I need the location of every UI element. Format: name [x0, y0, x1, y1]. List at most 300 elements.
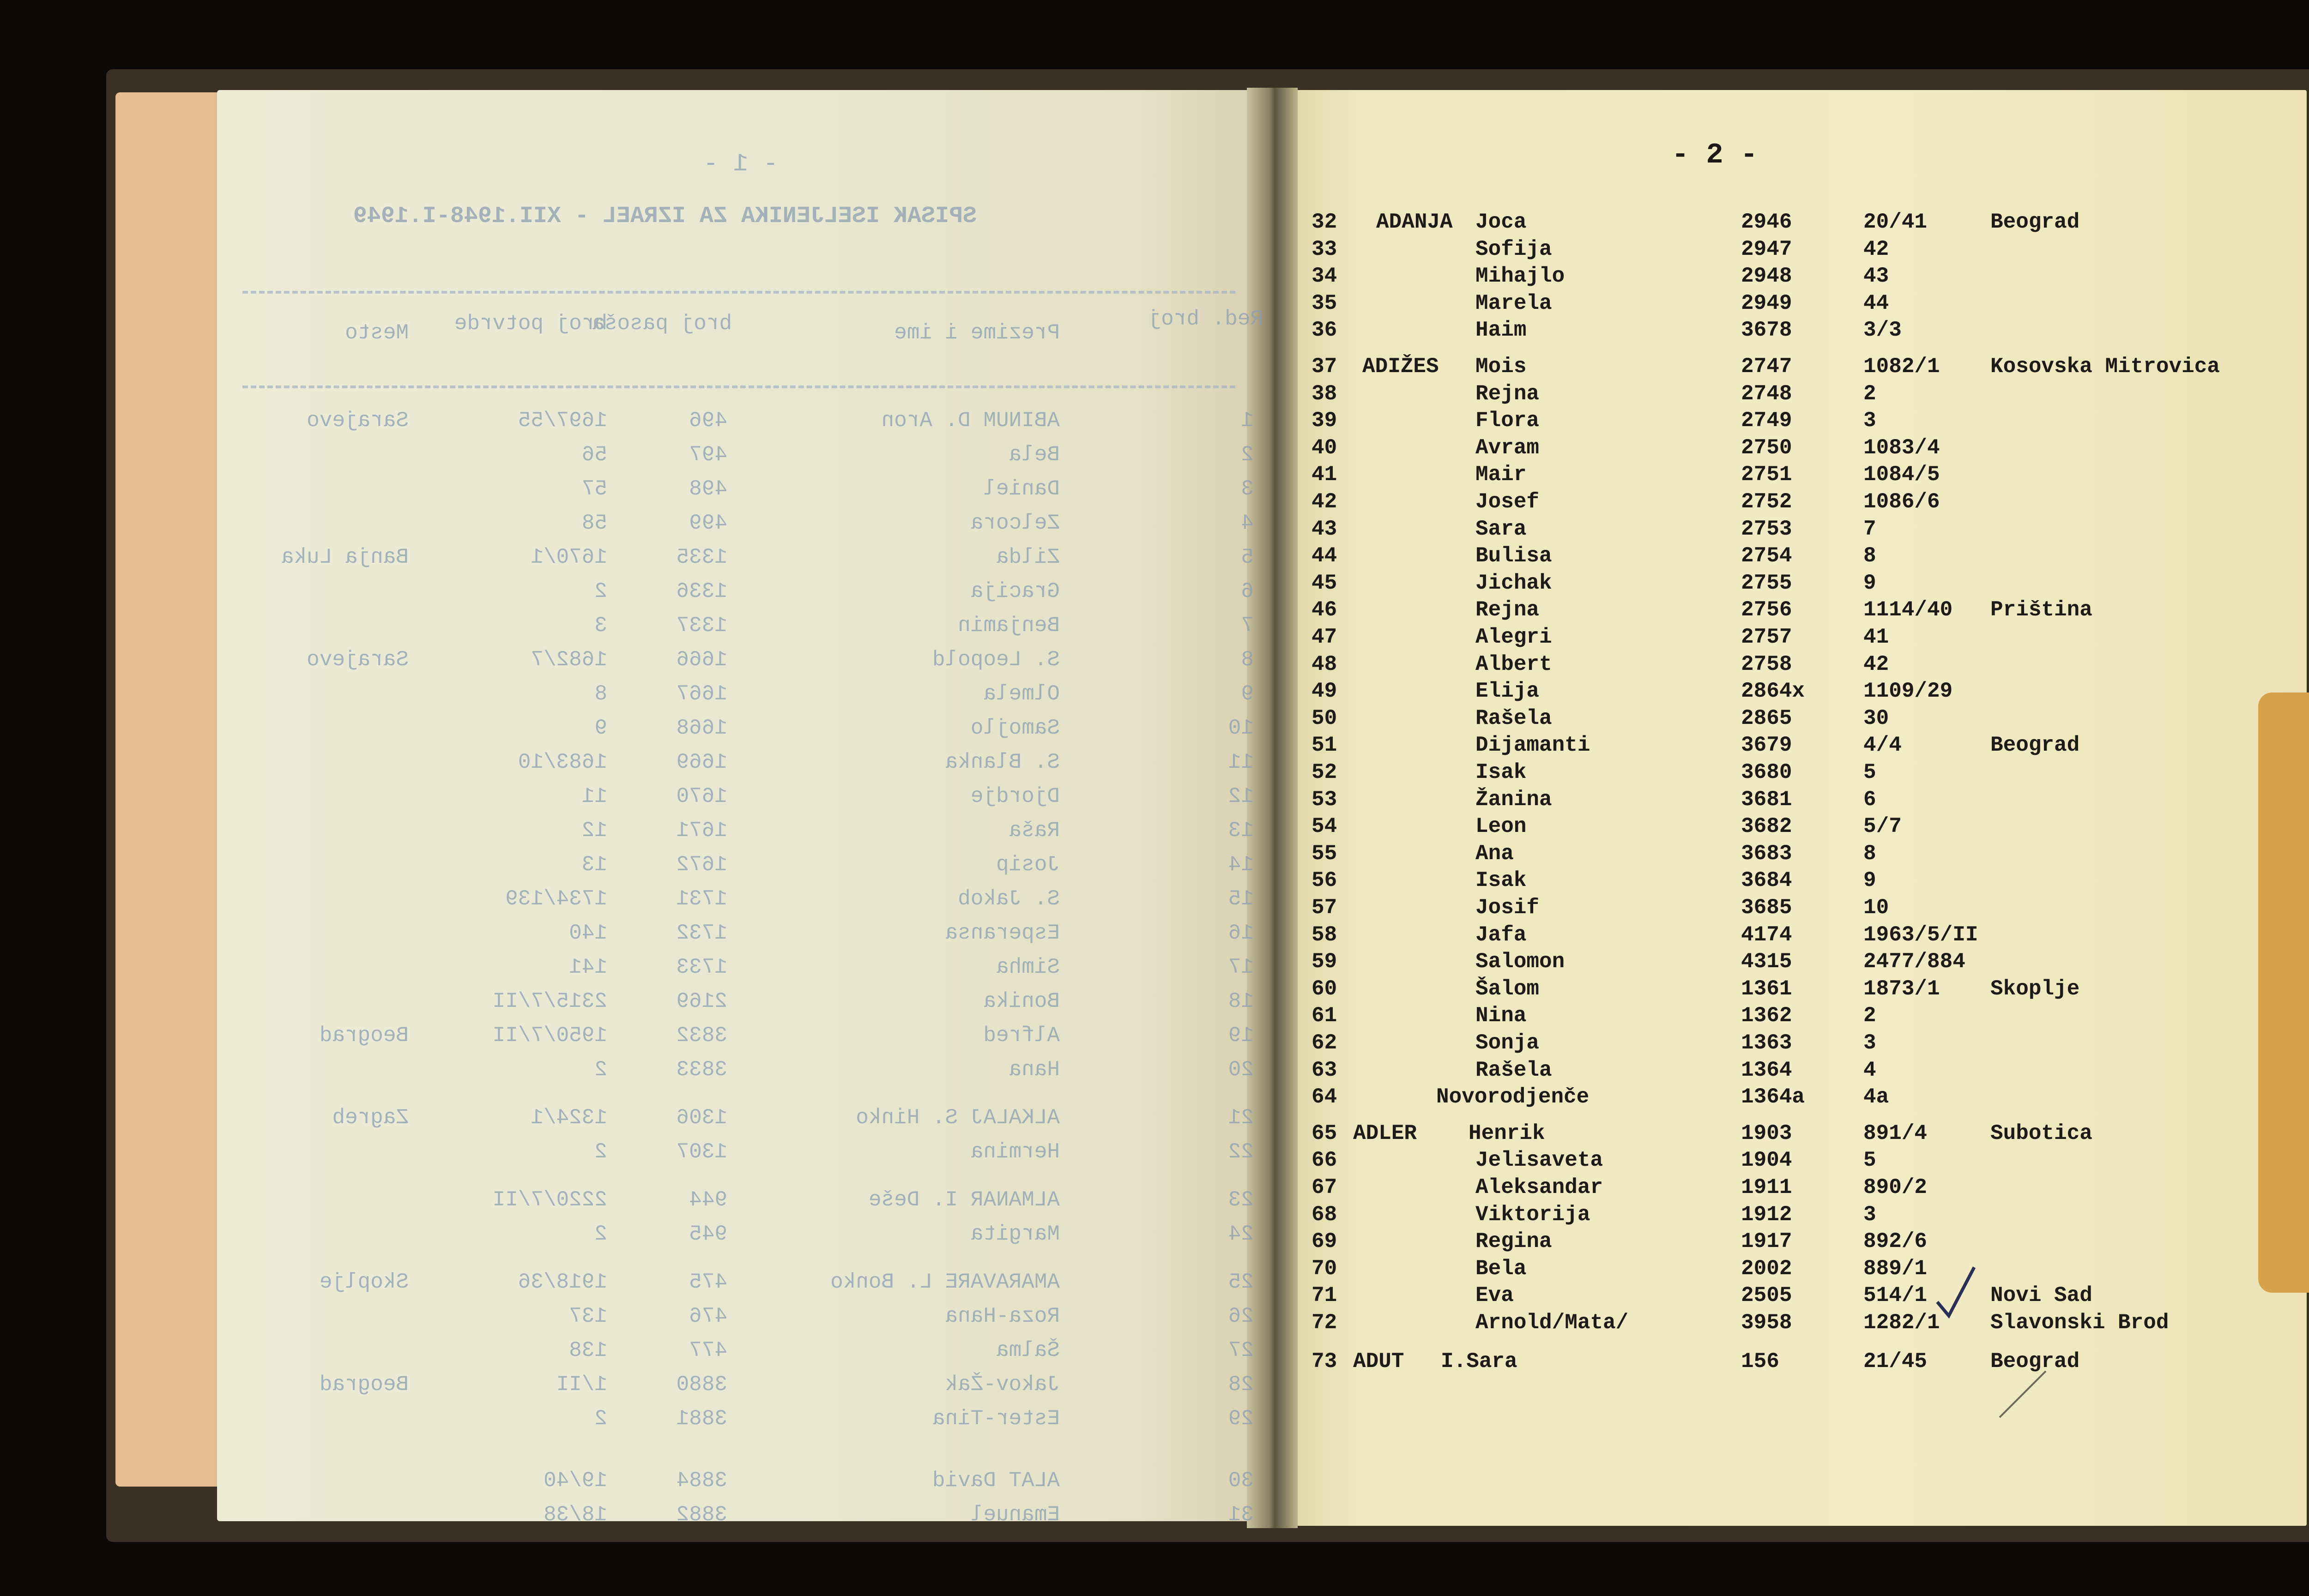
row-certificate-number: 4315 — [1741, 950, 1792, 974]
row-given-name: Bulisa — [1475, 544, 1552, 568]
row-certificate-number: 1911 — [1741, 1175, 1792, 1199]
row-number: 58 — [1312, 922, 1337, 947]
ghost-row-name: Esperansa — [945, 921, 1060, 945]
row-passport-number: 5 — [1863, 1148, 1876, 1173]
ghost-row-certificate: 13 — [581, 853, 607, 877]
ghost-row-certificate: 2 — [594, 1058, 607, 1082]
row-passport-number: 891/4 — [1863, 1121, 1928, 1145]
ghost-row-passport: 499 — [689, 511, 727, 535]
row-number: 56 — [1312, 868, 1337, 893]
row-certificate-number: 2758 — [1741, 652, 1792, 676]
ghost-header-name: Prezime i ime — [894, 321, 1060, 345]
ghost-row-name: Djordje — [970, 784, 1060, 808]
ghost-row-certificate: 18/38 — [543, 1503, 607, 1527]
ghost-row-number: 1 — [1241, 409, 1254, 433]
ghost-row-number: 31 — [1228, 1503, 1254, 1527]
ghost-row-passport: 1666 — [676, 648, 727, 672]
row-passport-number: 9 — [1863, 868, 1876, 893]
row-certificate-number: 2949 — [1741, 291, 1792, 315]
row-passport-number: 1963/5/II — [1863, 922, 1978, 947]
ghost-row-name: Samojlo — [970, 716, 1060, 740]
row-certificate-number: 2755 — [1741, 571, 1792, 595]
row-passport-number: 5/7 — [1863, 814, 1902, 839]
row-certificate-number: 3680 — [1741, 760, 1792, 784]
torn-page-edge — [2258, 693, 2309, 1293]
row-certificate-number: 3684 — [1741, 868, 1792, 893]
row-number: 60 — [1312, 976, 1337, 1001]
ghost-row-name: AMARAVARE L. Bonko — [830, 1270, 1060, 1294]
ghost-row-certificate: 11 — [581, 784, 607, 808]
ghost-row-name: Alfred — [983, 1024, 1060, 1048]
row-passport-number: 3 — [1863, 1031, 1876, 1055]
row-certificate-number: 1903 — [1741, 1121, 1792, 1145]
left-page-title: SPISAK ISELJENIKA ZA IZRAEL - XII.1948-I.1949 — [353, 203, 977, 229]
row-number: 43 — [1312, 517, 1337, 541]
ghost-row-certificate: 141 — [569, 955, 607, 979]
row-number: 62 — [1312, 1031, 1337, 1055]
ghost-row-certificate: 1697/55 — [518, 409, 607, 433]
row-surname: ADIŽES — [1362, 355, 1439, 379]
ghost-row-certificate: 1918/36 — [518, 1270, 607, 1294]
row-number: 39 — [1312, 409, 1337, 433]
ghost-row-passport: 3882 — [676, 1503, 727, 1527]
row-surname: ADLER — [1353, 1121, 1417, 1145]
row-given-name: Sofija — [1475, 237, 1552, 261]
row-place: Skoplje — [1990, 976, 2080, 1001]
ghost-row-certificate: 2 — [594, 1407, 607, 1431]
ghost-row-place: Beograd — [319, 1373, 409, 1397]
row-passport-number: 41 — [1863, 625, 1889, 649]
row-certificate-number: 2750 — [1741, 435, 1792, 460]
row-number: 72 — [1312, 1311, 1337, 1335]
row-certificate-number: 2865 — [1741, 706, 1792, 730]
ghost-row-number: 29 — [1228, 1407, 1254, 1431]
ghost-row-name: Raša — [1009, 819, 1060, 843]
row-passport-number: 890/2 — [1863, 1175, 1928, 1199]
row-number: 41 — [1312, 463, 1337, 487]
row-place: Subotica — [1990, 1121, 2092, 1145]
ghost-row-certificate: 9 — [594, 716, 607, 740]
row-given-name: Sonja — [1475, 1031, 1540, 1055]
ghost-row-certificate: 2 — [594, 1140, 607, 1164]
row-passport-number: 1282/1 — [1863, 1311, 1940, 1335]
row-passport-number: 1086/6 — [1863, 490, 1940, 514]
row-passport-number: 892/6 — [1863, 1229, 1928, 1254]
ghost-row-number: 23 — [1228, 1188, 1254, 1212]
row-certificate-number: 3681 — [1741, 787, 1792, 812]
ghost-row-name: Hermina — [970, 1140, 1060, 1164]
row-number: 47 — [1312, 625, 1337, 649]
row-surname: ADUT — [1353, 1349, 1404, 1373]
header-rule-top — [242, 291, 1235, 294]
row-passport-number: 8 — [1863, 544, 1876, 568]
row-given-name: Viktorija — [1475, 1202, 1590, 1227]
row-number: 46 — [1312, 598, 1337, 622]
row-place: Beograd — [1990, 1349, 2080, 1373]
ghost-row-certificate: 1670/1 — [531, 545, 607, 569]
row-certificate-number: 2948 — [1741, 264, 1792, 289]
ghost-row-passport: 1335 — [676, 545, 727, 569]
row-number: 66 — [1312, 1148, 1337, 1173]
ghost-row-number: 13 — [1228, 819, 1254, 843]
row-passport-number: 1083/4 — [1863, 435, 1940, 460]
ghost-row-name: Zelcora — [970, 511, 1060, 535]
ghost-row-name: S. Leopold — [932, 648, 1060, 672]
ghost-row-passport: 3881 — [676, 1407, 727, 1431]
row-number: 65 — [1312, 1121, 1337, 1145]
row-certificate-number: 2864x — [1741, 679, 1805, 704]
row-number: 64 — [1312, 1085, 1337, 1109]
ghost-row-number: 19 — [1228, 1024, 1254, 1048]
row-number: 37 — [1312, 355, 1337, 379]
row-number: 42 — [1312, 490, 1337, 514]
ghost-row-certificate: 57 — [581, 477, 607, 501]
ghost-row-passport: 3832 — [676, 1024, 727, 1048]
row-given-name: Nina — [1475, 1004, 1527, 1028]
ghost-row-name: Šalma — [996, 1338, 1060, 1362]
row-certificate-number: 1364 — [1741, 1058, 1792, 1082]
ghost-row-number: 24 — [1228, 1222, 1254, 1246]
ghost-row-number: 12 — [1228, 784, 1254, 808]
row-certificate-number: 1917 — [1741, 1229, 1792, 1254]
ghost-row-number: 25 — [1228, 1270, 1254, 1294]
ghost-row-number: 10 — [1228, 716, 1254, 740]
row-passport-number: 1109/29 — [1863, 679, 1953, 704]
row-passport-number: 9 — [1863, 571, 1876, 595]
ghost-row-name: Emanuel — [970, 1503, 1060, 1527]
row-given-name: Josif — [1475, 896, 1540, 920]
ghost-row-name: Margita — [970, 1222, 1060, 1246]
ghost-row-name: ALKALAJ S. Hinko — [856, 1106, 1060, 1130]
ghost-row-passport: 1671 — [676, 819, 727, 843]
ghost-row-name: ALMANAR I. Deše — [868, 1188, 1060, 1212]
ghost-row-number: 11 — [1228, 750, 1254, 774]
left-page-bleed-through — [217, 90, 1263, 1527]
row-certificate-number: 2947 — [1741, 237, 1792, 261]
ghost-row-certificate: 138 — [569, 1338, 607, 1362]
pencil-stroke-icon — [1995, 1367, 2050, 1422]
row-passport-number: 42 — [1863, 652, 1889, 676]
ghost-row-passport: 1731 — [676, 887, 727, 911]
row-given-name: Arnold/Mata/ — [1475, 1311, 1629, 1335]
ghost-row-certificate: 56 — [581, 443, 607, 467]
row-place: Beograd — [1990, 733, 2080, 758]
row-given-name: Joca — [1475, 210, 1527, 234]
row-given-name: Šalom — [1475, 976, 1540, 1001]
ghost-row-name: ALAT David — [932, 1469, 1060, 1493]
row-number: 40 — [1312, 435, 1337, 460]
row-certificate-number: 2756 — [1741, 598, 1792, 622]
ghost-row-certificate: 2315/7/II — [492, 989, 607, 1013]
row-given-name: Albert — [1475, 652, 1552, 676]
ghost-row-number: 2 — [1241, 443, 1254, 467]
ghost-row-passport: 3880 — [676, 1373, 727, 1397]
ghost-row-passport: 496 — [689, 409, 727, 433]
row-given-name: Žanina — [1475, 787, 1552, 812]
ghost-row-number: 4 — [1241, 511, 1254, 535]
ghost-row-passport: 944 — [689, 1188, 727, 1212]
ghost-row-number: 22 — [1228, 1140, 1254, 1164]
row-certificate-number: 3678 — [1741, 318, 1792, 343]
ghost-row-number: 8 — [1241, 648, 1254, 672]
row-given-name: Elija — [1475, 679, 1540, 704]
ghost-row-certificate: 140 — [569, 921, 607, 945]
row-given-name: Rejna — [1475, 381, 1540, 406]
row-passport-number: 44 — [1863, 291, 1889, 315]
row-number: 73 — [1312, 1349, 1337, 1373]
row-given-name: Flora — [1475, 409, 1540, 433]
row-place: Slavonski Brod — [1990, 1311, 2169, 1335]
ghost-row-name: Simha — [996, 955, 1060, 979]
row-given-name: Aleksandar — [1475, 1175, 1603, 1199]
ghost-row-name: Zilda — [996, 545, 1060, 569]
ghost-row-name: Benjamin — [958, 614, 1060, 638]
row-number: 69 — [1312, 1229, 1337, 1254]
ghost-row-certificate: 1682/7 — [531, 648, 607, 672]
ghost-row-certificate: 2 — [594, 579, 607, 603]
ghost-row-passport: 945 — [689, 1222, 727, 1246]
ghost-row-place: Sarajevo — [307, 409, 409, 433]
right-page-number: - 2 - — [1672, 139, 1758, 171]
row-given-name: Isak — [1475, 760, 1527, 784]
row-passport-number: 4a — [1863, 1085, 1889, 1109]
row-certificate-number: 2505 — [1741, 1283, 1792, 1308]
ghost-row-certificate: 1950/7/II — [492, 1024, 607, 1048]
row-certificate-number: 2749 — [1741, 409, 1792, 433]
row-given-name: Dijamanti — [1475, 733, 1590, 758]
row-number: 36 — [1312, 318, 1337, 343]
ghost-row-certificate: 12 — [581, 819, 607, 843]
row-number: 52 — [1312, 760, 1337, 784]
row-number: 48 — [1312, 652, 1337, 676]
ghost-row-passport: 3884 — [676, 1469, 727, 1493]
ghost-row-number: 28 — [1228, 1373, 1254, 1397]
ghost-row-number: 9 — [1241, 682, 1254, 706]
ghost-row-certificate: 3 — [594, 614, 607, 638]
ghost-row-passport: 476 — [689, 1304, 727, 1328]
row-passport-number: 2 — [1863, 1004, 1876, 1028]
row-given-name: Isak — [1475, 868, 1527, 893]
row-number: 71 — [1312, 1283, 1337, 1308]
ghost-row-place: Zagreb — [332, 1106, 409, 1130]
ghost-row-number: 6 — [1241, 579, 1254, 603]
row-certificate-number: 2002 — [1741, 1256, 1792, 1281]
row-number: 57 — [1312, 896, 1337, 920]
row-certificate-number: 2754 — [1741, 544, 1792, 568]
row-certificate-number: 1364a — [1741, 1085, 1805, 1109]
row-number: 54 — [1312, 814, 1337, 839]
row-number: 50 — [1312, 706, 1337, 730]
row-given-name: Bela — [1475, 1256, 1527, 1281]
ghost-row-number: 21 — [1228, 1106, 1254, 1130]
row-certificate-number: 2753 — [1741, 517, 1792, 541]
ghost-row-number: 16 — [1228, 921, 1254, 945]
row-certificate-number: 4174 — [1741, 922, 1792, 947]
row-number: 59 — [1312, 950, 1337, 974]
ghost-row-place: Banja Luka — [281, 545, 409, 569]
row-given-name: Haim — [1475, 318, 1527, 343]
row-number: 67 — [1312, 1175, 1337, 1199]
row-number: 61 — [1312, 1004, 1337, 1028]
ghost-row-name: Josip — [996, 853, 1060, 877]
row-certificate-number: 3685 — [1741, 896, 1792, 920]
ghost-row-name: Ester-Tina — [932, 1407, 1060, 1431]
ghost-row-passport: 477 — [689, 1338, 727, 1362]
row-given-name: Mair — [1475, 463, 1527, 487]
row-certificate-number: 1912 — [1741, 1202, 1792, 1227]
ghost-row-passport: 1668 — [676, 716, 727, 740]
row-given-name: Rejna — [1475, 598, 1540, 622]
row-place: Beograd — [1990, 210, 2080, 234]
ghost-row-certificate: 137 — [569, 1304, 607, 1328]
row-given-name: Henrik — [1469, 1121, 1545, 1145]
row-passport-number: 514/1 — [1863, 1283, 1928, 1308]
row-place: Kosovska Mitrovica — [1990, 355, 2220, 379]
ghost-row-passport: 498 — [689, 477, 727, 501]
row-number: 55 — [1312, 841, 1337, 866]
row-place: Priština — [1990, 598, 2092, 622]
ghost-row-name: Bela — [1009, 443, 1060, 467]
row-passport-number: 2 — [1863, 381, 1876, 406]
ghost-row-number: 17 — [1228, 955, 1254, 979]
row-given-name: Josef — [1475, 490, 1540, 514]
ghost-row-certificate: 2 — [594, 1222, 607, 1246]
ghost-row-number: 30 — [1228, 1469, 1254, 1493]
row-number: 35 — [1312, 291, 1337, 315]
row-certificate-number: 3682 — [1741, 814, 1792, 839]
row-given-name: Avram — [1475, 435, 1540, 460]
ghost-row-certificate: 19/40 — [543, 1469, 607, 1493]
ghost-row-passport: 1336 — [676, 579, 727, 603]
ghost-header-place: Mesto — [345, 321, 409, 345]
ghost-row-number: 15 — [1228, 887, 1254, 911]
row-given-name: Sara — [1475, 517, 1527, 541]
row-passport-number: 4 — [1863, 1058, 1876, 1082]
row-number: 51 — [1312, 733, 1337, 758]
left-page-number: - 1 - — [703, 150, 778, 178]
ghost-row-place: Sarajevo — [307, 648, 409, 672]
row-number: 68 — [1312, 1202, 1337, 1227]
ghost-row-number: 3 — [1241, 477, 1254, 501]
row-certificate-number: 3679 — [1741, 733, 1792, 758]
row-given-name: Eva — [1475, 1283, 1514, 1308]
row-passport-number: 889/1 — [1863, 1256, 1928, 1281]
ghost-row-passport: 2169 — [676, 989, 727, 1013]
row-passport-number: 30 — [1863, 706, 1889, 730]
ghost-row-passport: 1732 — [676, 921, 727, 945]
row-given-name: I.Sara — [1441, 1349, 1517, 1373]
row-passport-number: 1873/1 — [1863, 976, 1940, 1001]
row-certificate-number: 1361 — [1741, 976, 1792, 1001]
ghost-row-name: S. Blanka — [945, 750, 1060, 774]
row-certificate-number: 2752 — [1741, 490, 1792, 514]
row-number: 45 — [1312, 571, 1337, 595]
row-given-name: Rašela — [1475, 1058, 1552, 1082]
row-surname: ADANJA — [1376, 210, 1453, 234]
row-given-name: Regina — [1475, 1229, 1552, 1254]
header-rule-bottom — [242, 385, 1235, 388]
row-certificate-number: 1904 — [1741, 1148, 1792, 1173]
row-number: 34 — [1312, 264, 1337, 289]
ghost-row-certificate: 2220/7/II — [492, 1188, 607, 1212]
ghost-row-passport: 1667 — [676, 682, 727, 706]
ghost-row-name: S. Jakob — [958, 887, 1060, 911]
ghost-row-name: Olmela — [983, 682, 1060, 706]
row-given-name: Rašela — [1475, 706, 1552, 730]
row-number: 44 — [1312, 544, 1337, 568]
ghost-row-certificate: 1683/10 — [518, 750, 607, 774]
row-number: 32 — [1312, 210, 1337, 234]
row-certificate-number: 2757 — [1741, 625, 1792, 649]
ghost-header-cert: broj potvrde — [454, 312, 607, 336]
row-certificate-number: 156 — [1741, 1349, 1779, 1373]
row-certificate-number: 1363 — [1741, 1031, 1792, 1055]
checkmark-icon — [1935, 1265, 1977, 1320]
row-passport-number: 1082/1 — [1863, 355, 1940, 379]
row-passport-number: 2477/884 — [1863, 950, 1965, 974]
ghost-row-passport: 497 — [689, 443, 727, 467]
ghost-row-passport: 1733 — [676, 955, 727, 979]
ghost-row-number: 14 — [1228, 853, 1254, 877]
ghost-row-name: Bonika — [983, 989, 1060, 1013]
ghost-row-place: Skoplje — [319, 1270, 409, 1294]
ghost-row-number: 27 — [1228, 1338, 1254, 1362]
row-passport-number: 8 — [1863, 841, 1876, 866]
ghost-row-number: 26 — [1228, 1304, 1254, 1328]
ghost-row-name: Daniel — [983, 477, 1060, 501]
ghost-row-passport: 1670 — [676, 784, 727, 808]
row-certificate-number: 2946 — [1741, 210, 1792, 234]
row-passport-number: 21/45 — [1863, 1349, 1928, 1373]
ghost-row-name: Gracija — [970, 579, 1060, 603]
row-number: 70 — [1312, 1256, 1337, 1281]
row-given-name: Marela — [1475, 291, 1552, 315]
row-given-name: Salomon — [1475, 950, 1565, 974]
row-certificate-number: 3683 — [1741, 841, 1792, 866]
row-passport-number: 43 — [1863, 264, 1889, 289]
ghost-row-passport: 1306 — [676, 1106, 727, 1130]
ghost-row-passport: 3833 — [676, 1058, 727, 1082]
row-given-name: Jafa — [1475, 922, 1527, 947]
row-given-name: Ana — [1475, 841, 1514, 866]
row-passport-number: 3 — [1863, 1202, 1876, 1227]
row-passport-number: 7 — [1863, 517, 1876, 541]
row-number: 38 — [1312, 381, 1337, 406]
row-passport-number: 3/3 — [1863, 318, 1902, 343]
row-given-name: Jichak — [1475, 571, 1552, 595]
ghost-row-certificate: 8 — [594, 682, 607, 706]
ghost-row-passport: 1307 — [676, 1140, 727, 1164]
row-number: 33 — [1312, 237, 1337, 261]
row-given-name: Novorodjenče — [1436, 1085, 1590, 1109]
row-given-name: Alegri — [1475, 625, 1552, 649]
ghost-row-passport: 1672 — [676, 853, 727, 877]
row-certificate-number: 1362 — [1741, 1004, 1792, 1028]
ghost-row-certificate: 58 — [581, 511, 607, 535]
row-certificate-number: 2748 — [1741, 381, 1792, 406]
ghost-row-name: Hana — [1009, 1058, 1060, 1082]
ghost-header-n: Red. broj — [1148, 307, 1263, 331]
ghost-row-number: 20 — [1228, 1058, 1254, 1082]
row-certificate-number: 3958 — [1741, 1311, 1792, 1335]
row-passport-number: 4/4 — [1863, 733, 1902, 758]
row-passport-number: 20/41 — [1863, 210, 1928, 234]
ghost-row-place: Beograd — [319, 1024, 409, 1048]
ghost-row-passport: 1669 — [676, 750, 727, 774]
ghost-row-number: 7 — [1241, 614, 1254, 638]
row-passport-number: 5 — [1863, 760, 1876, 784]
row-given-name: Mois — [1475, 355, 1527, 379]
